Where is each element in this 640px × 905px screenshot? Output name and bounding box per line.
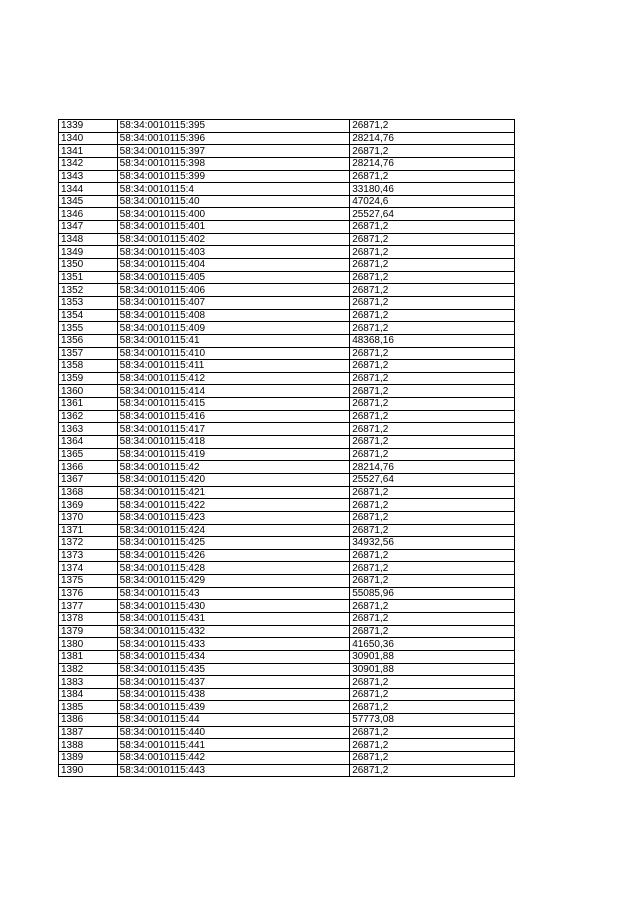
cadastral-number-cell: 58:34:0010115:420 [117, 473, 350, 486]
row-number-cell: 1366 [59, 461, 118, 474]
table-row [59, 587, 515, 600]
cadastral-number-cell: 58:34:0010115:40 [117, 195, 350, 208]
table-row [59, 183, 515, 196]
table-row [59, 309, 515, 322]
cadastral-number-cell: 58:34:0010115:421 [117, 486, 350, 499]
value-cell: 26871,2 [350, 701, 515, 714]
row-number-cell: 1386 [59, 714, 118, 727]
table-row [59, 714, 515, 727]
table-row [59, 145, 515, 158]
table-row [59, 726, 515, 739]
cadastral-number-cell: 58:34:0010115:431 [117, 612, 350, 625]
table-row [59, 120, 515, 133]
cadastral-number-cell: 58:34:0010115:4 [117, 183, 350, 196]
table-row [59, 132, 515, 145]
value-cell: 26871,2 [350, 120, 515, 133]
cadastral-number-cell: 58:34:0010115:434 [117, 650, 350, 663]
row-number-cell: 1359 [59, 372, 118, 385]
cadastral-number-cell: 58:34:0010115:403 [117, 246, 350, 259]
table-row [59, 372, 515, 385]
row-number-cell: 1364 [59, 436, 118, 449]
data-table [58, 119, 515, 777]
row-number-cell: 1367 [59, 473, 118, 486]
cadastral-number-cell: 58:34:0010115:439 [117, 701, 350, 714]
cadastral-number-cell: 58:34:0010115:400 [117, 208, 350, 221]
value-cell: 26871,2 [350, 309, 515, 322]
value-cell: 26871,2 [350, 436, 515, 449]
value-cell: 26871,2 [350, 322, 515, 335]
value-cell: 26871,2 [350, 739, 515, 752]
cadastral-number-cell: 58:34:0010115:406 [117, 284, 350, 297]
cadastral-number-cell: 58:34:0010115:42 [117, 461, 350, 474]
value-cell: 26871,2 [350, 612, 515, 625]
value-cell: 25527,64 [350, 473, 515, 486]
row-number-cell: 1342 [59, 157, 118, 170]
cadastral-number-cell: 58:34:0010115:402 [117, 233, 350, 246]
cadastral-number-cell: 58:34:0010115:435 [117, 663, 350, 676]
value-cell: 26871,2 [350, 284, 515, 297]
row-number-cell: 1383 [59, 676, 118, 689]
table-row [59, 511, 515, 524]
row-number-cell: 1350 [59, 259, 118, 272]
cadastral-number-cell: 58:34:0010115:428 [117, 562, 350, 575]
cadastral-number-cell: 58:34:0010115:412 [117, 372, 350, 385]
row-number-cell: 1362 [59, 410, 118, 423]
row-number-cell: 1347 [59, 221, 118, 234]
row-number-cell: 1373 [59, 549, 118, 562]
table-row [59, 385, 515, 398]
value-cell: 26871,2 [350, 562, 515, 575]
table-row [59, 562, 515, 575]
value-cell: 48368,16 [350, 334, 515, 347]
row-number-cell: 1344 [59, 183, 118, 196]
table-row [59, 360, 515, 373]
table-row [59, 208, 515, 221]
cadastral-number-cell: 58:34:0010115:441 [117, 739, 350, 752]
value-cell: 26871,2 [350, 259, 515, 272]
table-row [59, 423, 515, 436]
row-number-cell: 1349 [59, 246, 118, 259]
row-number-cell: 1341 [59, 145, 118, 158]
table-row [59, 347, 515, 360]
value-cell: 28214,76 [350, 461, 515, 474]
cadastral-number-cell: 58:34:0010115:410 [117, 347, 350, 360]
cadastral-number-cell: 58:34:0010115:397 [117, 145, 350, 158]
row-number-cell: 1361 [59, 398, 118, 411]
table-row [59, 650, 515, 663]
value-cell: 26871,2 [350, 524, 515, 537]
value-cell: 26871,2 [350, 486, 515, 499]
row-number-cell: 1340 [59, 132, 118, 145]
table-row [59, 575, 515, 588]
value-cell: 26871,2 [350, 625, 515, 638]
row-number-cell: 1369 [59, 499, 118, 512]
value-cell: 34932,56 [350, 537, 515, 550]
row-number-cell: 1358 [59, 360, 118, 373]
row-number-cell: 1375 [59, 575, 118, 588]
value-cell: 26871,2 [350, 688, 515, 701]
table-row [59, 752, 515, 765]
cadastral-number-cell: 58:34:0010115:43 [117, 587, 350, 600]
value-cell: 26871,2 [350, 360, 515, 373]
row-number-cell: 1339 [59, 120, 118, 133]
value-cell: 26871,2 [350, 764, 515, 777]
table-row [59, 259, 515, 272]
cadastral-number-cell: 58:34:0010115:417 [117, 423, 350, 436]
cadastral-number-cell: 58:34:0010115:411 [117, 360, 350, 373]
table-body [59, 120, 515, 777]
row-number-cell: 1389 [59, 752, 118, 765]
row-number-cell: 1380 [59, 638, 118, 651]
value-cell: 26871,2 [350, 347, 515, 360]
cadastral-number-cell: 58:34:0010115:418 [117, 436, 350, 449]
value-cell: 26871,2 [350, 398, 515, 411]
row-number-cell: 1387 [59, 726, 118, 739]
row-number-cell: 1354 [59, 309, 118, 322]
value-cell: 26871,2 [350, 233, 515, 246]
table-row [59, 157, 515, 170]
table-row [59, 663, 515, 676]
table-row [59, 625, 515, 638]
value-cell: 30901,88 [350, 650, 515, 663]
row-number-cell: 1378 [59, 612, 118, 625]
cadastral-number-cell: 58:34:0010115:401 [117, 221, 350, 234]
value-cell: 26871,2 [350, 271, 515, 284]
row-number-cell: 1353 [59, 296, 118, 309]
table-row [59, 448, 515, 461]
table-row [59, 701, 515, 714]
row-number-cell: 1360 [59, 385, 118, 398]
value-cell: 33180,46 [350, 183, 515, 196]
cadastral-number-cell: 58:34:0010115:404 [117, 259, 350, 272]
table-row [59, 537, 515, 550]
cadastral-number-cell: 58:34:0010115:408 [117, 309, 350, 322]
cadastral-number-cell: 58:34:0010115:442 [117, 752, 350, 765]
cadastral-number-cell: 58:34:0010115:415 [117, 398, 350, 411]
table-row [59, 524, 515, 537]
table-row [59, 638, 515, 651]
table-row [59, 398, 515, 411]
value-cell: 26871,2 [350, 221, 515, 234]
table-row [59, 600, 515, 613]
cadastral-number-cell: 58:34:0010115:399 [117, 170, 350, 183]
value-cell: 47024,6 [350, 195, 515, 208]
cadastral-number-cell: 58:34:0010115:407 [117, 296, 350, 309]
row-number-cell: 1365 [59, 448, 118, 461]
table-row [59, 334, 515, 347]
value-cell: 57773,08 [350, 714, 515, 727]
row-number-cell: 1368 [59, 486, 118, 499]
table-row [59, 739, 515, 752]
cadastral-number-cell: 58:34:0010115:437 [117, 676, 350, 689]
table-row [59, 271, 515, 284]
value-cell: 26871,2 [350, 499, 515, 512]
value-cell: 41650,36 [350, 638, 515, 651]
cadastral-number-cell: 58:34:0010115:438 [117, 688, 350, 701]
cadastral-number-cell: 58:34:0010115:433 [117, 638, 350, 651]
value-cell: 30901,88 [350, 663, 515, 676]
row-number-cell: 1348 [59, 233, 118, 246]
table-row [59, 688, 515, 701]
cadastral-number-cell: 58:34:0010115:398 [117, 157, 350, 170]
value-cell: 26871,2 [350, 600, 515, 613]
value-cell: 25527,64 [350, 208, 515, 221]
table-row [59, 221, 515, 234]
value-cell: 26871,2 [350, 575, 515, 588]
row-number-cell: 1351 [59, 271, 118, 284]
value-cell: 26871,2 [350, 145, 515, 158]
table-row [59, 246, 515, 259]
value-cell: 26871,2 [350, 448, 515, 461]
row-number-cell: 1376 [59, 587, 118, 600]
cadastral-number-cell: 58:34:0010115:423 [117, 511, 350, 524]
cadastral-number-cell: 58:34:0010115:396 [117, 132, 350, 145]
table-row [59, 486, 515, 499]
row-number-cell: 1390 [59, 764, 118, 777]
value-cell: 26871,2 [350, 246, 515, 259]
value-cell: 26871,2 [350, 752, 515, 765]
cadastral-number-cell: 58:34:0010115:409 [117, 322, 350, 335]
row-number-cell: 1382 [59, 663, 118, 676]
value-cell: 26871,2 [350, 423, 515, 436]
cadastral-number-cell: 58:34:0010115:430 [117, 600, 350, 613]
row-number-cell: 1379 [59, 625, 118, 638]
value-cell: 26871,2 [350, 385, 515, 398]
cadastral-number-cell: 58:34:0010115:395 [117, 120, 350, 133]
value-cell: 26871,2 [350, 726, 515, 739]
table-row [59, 322, 515, 335]
row-number-cell: 1372 [59, 537, 118, 550]
table-row [59, 195, 515, 208]
table-row [59, 410, 515, 423]
value-cell: 28214,76 [350, 132, 515, 145]
row-number-cell: 1356 [59, 334, 118, 347]
value-cell: 26871,2 [350, 549, 515, 562]
row-number-cell: 1384 [59, 688, 118, 701]
table-row [59, 233, 515, 246]
cadastral-number-cell: 58:34:0010115:419 [117, 448, 350, 461]
row-number-cell: 1343 [59, 170, 118, 183]
value-cell: 26871,2 [350, 410, 515, 423]
table-row [59, 549, 515, 562]
row-number-cell: 1381 [59, 650, 118, 663]
cadastral-number-cell: 58:34:0010115:41 [117, 334, 350, 347]
cadastral-number-cell: 58:34:0010115:426 [117, 549, 350, 562]
cadastral-number-cell: 58:34:0010115:424 [117, 524, 350, 537]
value-cell: 26871,2 [350, 676, 515, 689]
table-row [59, 764, 515, 777]
value-cell: 26871,2 [350, 372, 515, 385]
cadastral-number-cell: 58:34:0010115:422 [117, 499, 350, 512]
row-number-cell: 1377 [59, 600, 118, 613]
cadastral-number-cell: 58:34:0010115:440 [117, 726, 350, 739]
row-number-cell: 1385 [59, 701, 118, 714]
row-number-cell: 1363 [59, 423, 118, 436]
table-row [59, 612, 515, 625]
value-cell: 55085,96 [350, 587, 515, 600]
table-row [59, 461, 515, 474]
cadastral-number-cell: 58:34:0010115:425 [117, 537, 350, 550]
cadastral-number-cell: 58:34:0010115:416 [117, 410, 350, 423]
value-cell: 26871,2 [350, 170, 515, 183]
cadastral-number-cell: 58:34:0010115:429 [117, 575, 350, 588]
row-number-cell: 1352 [59, 284, 118, 297]
value-cell: 26871,2 [350, 511, 515, 524]
row-number-cell: 1388 [59, 739, 118, 752]
cadastral-number-cell: 58:34:0010115:44 [117, 714, 350, 727]
value-cell: 28214,76 [350, 157, 515, 170]
table-row [59, 473, 515, 486]
cadastral-number-cell: 58:34:0010115:432 [117, 625, 350, 638]
cadastral-number-cell: 58:34:0010115:414 [117, 385, 350, 398]
cadastral-number-cell: 58:34:0010115:405 [117, 271, 350, 284]
row-number-cell: 1345 [59, 195, 118, 208]
table-row [59, 170, 515, 183]
row-number-cell: 1370 [59, 511, 118, 524]
table-row [59, 676, 515, 689]
row-number-cell: 1371 [59, 524, 118, 537]
table-row [59, 436, 515, 449]
cadastral-number-cell: 58:34:0010115:443 [117, 764, 350, 777]
table-row [59, 296, 515, 309]
row-number-cell: 1374 [59, 562, 118, 575]
row-number-cell: 1357 [59, 347, 118, 360]
row-number-cell: 1346 [59, 208, 118, 221]
value-cell: 26871,2 [350, 296, 515, 309]
table-row [59, 284, 515, 297]
table-row [59, 499, 515, 512]
row-number-cell: 1355 [59, 322, 118, 335]
